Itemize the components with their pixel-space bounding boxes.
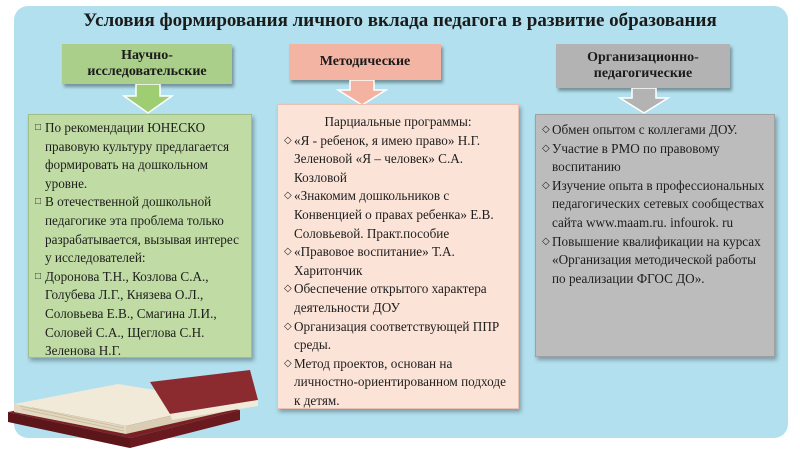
bullet-icon: □	[35, 196, 42, 208]
diamond-bullet-icon: ◇	[284, 190, 292, 202]
methodical-box	[277, 104, 519, 409]
list-item: □ В отечественной дошкольной педагогике эта проблема только разрабатывается, вызывая интерес у исследователей:	[35, 193, 245, 267]
diamond-bullet-icon: ◇	[542, 179, 550, 191]
book-illustration	[0, 360, 260, 450]
list-item: □ Доронова Т.Н., Козлова С.А., Голубева Л.Г., Князева О.Л., Соловьева Е.В., Смагина Л.И., Соловей С.А., Щеглова С.Н. Зеленова Н.Г.	[35, 268, 245, 361]
list-item: ◇ Метод проектов, основан на личностно-ориентированном подходе к детям.	[284, 355, 512, 411]
list-item: ◇ Участие в РМО по правовому воспитанию	[542, 140, 768, 177]
page-title: Условия формирования личного вклада педагога в развитие образования	[83, 10, 717, 31]
header-methodical: Методические	[289, 44, 441, 80]
diamond-bullet-icon: ◇	[284, 283, 292, 295]
list-item: ◇ «Правовое воспитание» Т.А. Харитончик	[284, 243, 512, 280]
diamond-bullet-icon: ◇	[542, 124, 550, 135]
list-item: ◇ Повышение квалификации на курсах «Организация методической работы по реализации ФГОС ДО».	[542, 233, 768, 289]
diamond-bullet-icon: ◇	[542, 142, 550, 154]
list-item: ◇ Обмен опытом с коллегами ДОУ.	[542, 121, 768, 140]
list-item: ◇ «Знакомим дошкольников с Конвенцией о правах ребенка» Е.В. Соловьевой. Практ.пособие	[284, 187, 512, 243]
diamond-bullet-icon: ◇	[284, 246, 292, 258]
list-item: ◇ Изучение опыта в профессиональных педагогических сетевых сообществах сайта www.maam.ru. infourok. ru	[542, 177, 768, 233]
bullet-icon: □	[35, 270, 42, 282]
list-item: ◇ Организация соответствующей ППР среды.	[284, 318, 512, 355]
organizational-box	[535, 114, 775, 357]
diamond-bullet-icon: ◇	[542, 235, 550, 247]
arrow-down-icon	[122, 84, 174, 114]
arrow-down-icon	[336, 80, 388, 106]
research-box	[28, 114, 252, 358]
diamond-bullet-icon: ◇	[284, 357, 292, 369]
list-item: □ По рекомендации ЮНЕСКО правовую культуру предлагается формировать на дошкольном уровне.	[35, 119, 245, 193]
header-research: Научно-исследовательские	[62, 44, 232, 84]
arrow-down-icon	[618, 88, 670, 114]
diamond-bullet-icon: ◇	[284, 134, 292, 146]
header-organizational: Организационно-педагогические	[556, 44, 730, 88]
diamond-bullet-icon: ◇	[284, 320, 292, 332]
list-item: ◇ Обеспечение открытого характера деятельности ДОУ	[284, 280, 512, 317]
bullet-icon: □	[35, 122, 42, 133]
list-item: ◇ «Я - ребенок, я имею право» Н.Г. Зеленовой «Я – человек» С.А. Козловой	[284, 132, 512, 188]
programs-heading: Парциальные программы:	[324, 114, 472, 129]
